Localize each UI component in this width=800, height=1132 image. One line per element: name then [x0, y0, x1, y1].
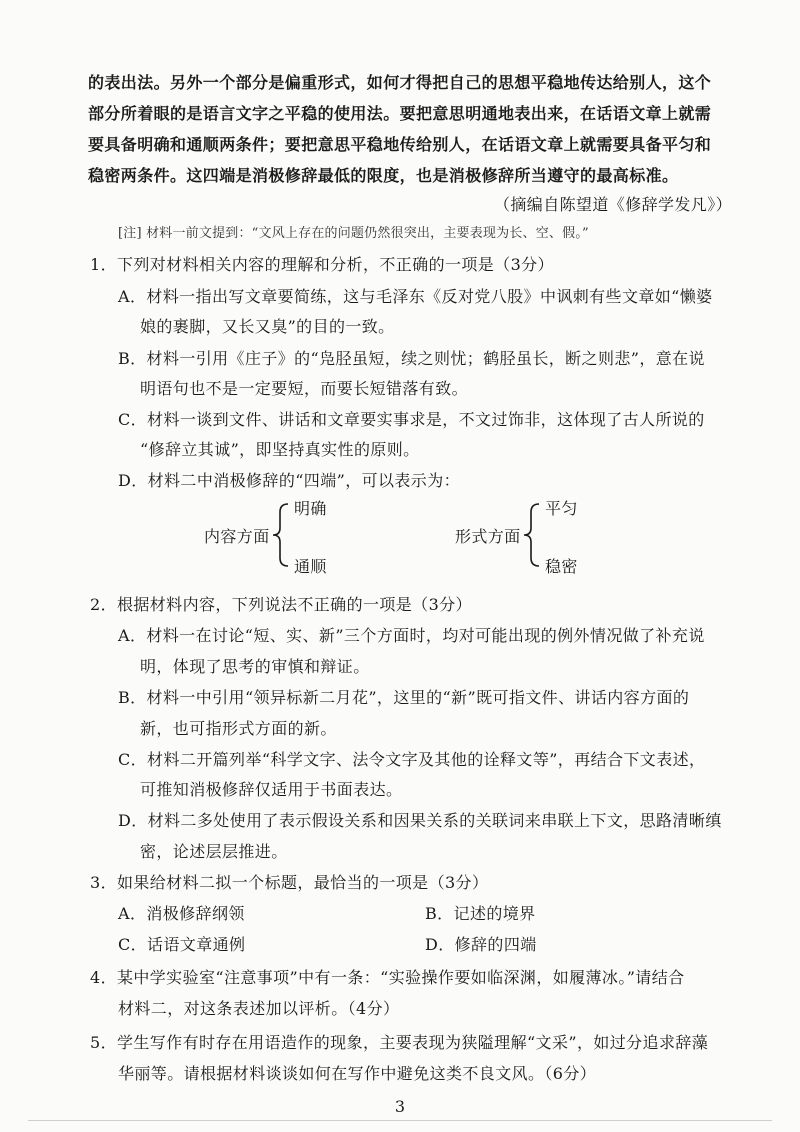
q1-stem: 1．下列对材料相关内容的理解和分析，不正确的一项是（3分）: [90, 255, 554, 274]
q3-option-c: C．话语文章通例: [118, 935, 246, 954]
q2-option-d-cont: 密，论述层层推进。: [140, 842, 288, 861]
q1-option-c-cont: “修辞立其诚”，即坚持真实性的原则。: [140, 440, 420, 459]
q1-option-d: D．材料二中消极修辞的“四端”，可以表示为：: [118, 471, 460, 490]
q3-option-b: B．记述的境界: [425, 904, 536, 923]
passage-line-2: 部分所着眼的是语言文字之平稳的使用法。要把意思明通地表出来，在话语文章上就需: [88, 104, 712, 123]
q2-option-d: D．材料二多处使用了表示假设关系和因果关系的关联词来串联上下文，思路清晰缜: [118, 811, 722, 830]
q2-option-a: A．材料一在讨论“短、实、新”三个方面时，均对可能出现的例外情况做了补充说: [118, 626, 705, 645]
diagram-form-label: 形式方面: [455, 527, 521, 546]
q2-stem: 2．根据材料内容，下列说法不正确的一项是（3分）: [90, 595, 472, 614]
form-brace-icon: [521, 502, 543, 568]
q5-stem-cont: 华丽等。请根据材料谈谈如何在写作中避免这类不良文风。（6分）: [118, 1064, 597, 1083]
passage-line-4: 稳密两条件。这四端是消极修辞最低的限度，也是消极修辞所当遵守的最高标准。: [88, 166, 679, 185]
diagram-form-bottom: 稳密: [545, 557, 578, 576]
q4-stem-cont: 材料二，对这条表述加以评析。（4分）: [118, 999, 400, 1018]
passage-line-3: 要具备明确和通顺两条件；要把意思平稳地传给别人，在话语文章上就需要具备平匀和: [88, 135, 712, 154]
q2-option-b: B．材料一中引用“领异标新二月花”，这里的“新”既可指文件、讲话内容方面的: [118, 688, 690, 707]
q1-option-a-cont: 娘的裹脚，又长又臭”的目的一致。: [140, 317, 395, 336]
page-number: 3: [394, 1097, 406, 1116]
q2-option-b-cont: 新，也可指形式方面的新。: [140, 719, 337, 738]
content-brace-icon: [270, 502, 292, 568]
footer-divider: [28, 1120, 772, 1121]
q3-option-a: A．消极修辞纲领: [118, 904, 245, 923]
q5-stem: 5．学生写作有时存在用语造作的现象，主要表现为狭隘理解“文采”，如过分追求辞藻: [90, 1033, 709, 1052]
q1-option-c: C．材料一谈到文件、讲话和文章要实事求是，不文过饰非，这体现了古人所说的: [118, 410, 705, 429]
diagram-content-bottom: 通顺: [294, 557, 327, 576]
q1-option-a: A．材料一指出写文章要简练，这与毛泽东《反对党八股》中讽刺有些文章如“懒婆: [118, 287, 713, 306]
q1-option-b: B．材料一引用《庄子》的“凫胫虽短，续之则忧；鹤胫虽长，断之则悲”，意在说: [118, 349, 705, 368]
q2-option-c-cont: 可推知消极修辞仅适用于书面表达。: [140, 780, 403, 799]
diagram-content-label: 内容方面: [204, 527, 270, 546]
q2-option-c: C．材料二开篇列举“科学文字、法令文字及其他的诠释文等”，再结合下文表述，: [118, 750, 706, 769]
q3-stem: 3．如果给材料二拟一个标题，最恰当的一项是（3分）: [90, 873, 489, 892]
diagram-content-top: 明确: [294, 499, 327, 518]
q4-stem: 4．某中学实验室“注意事项”中有一条：“实验操作要如临深渊，如履薄冰。”请结合: [90, 968, 685, 987]
q3-option-d: D．修辞的四端: [425, 935, 537, 954]
diagram-form-top: 平匀: [545, 499, 578, 518]
passage-note: [注] 材料一前文提到：“文风上存在的问题仍然很突出，主要表现为长、空、假。”: [118, 226, 589, 241]
q2-option-a-cont: 明，体现了思考的审慎和辩证。: [140, 657, 370, 676]
q1-option-b-cont: 明语句也不是一定要短，而要长短错落有致。: [140, 379, 469, 398]
passage-line-1: 的表出法。另外一个部分是偏重形式，如何才得把自己的思想平稳地传达给别人，这个: [88, 73, 712, 92]
passage-source: （摘编自陈望道《修辞学发凡》）: [494, 195, 733, 214]
